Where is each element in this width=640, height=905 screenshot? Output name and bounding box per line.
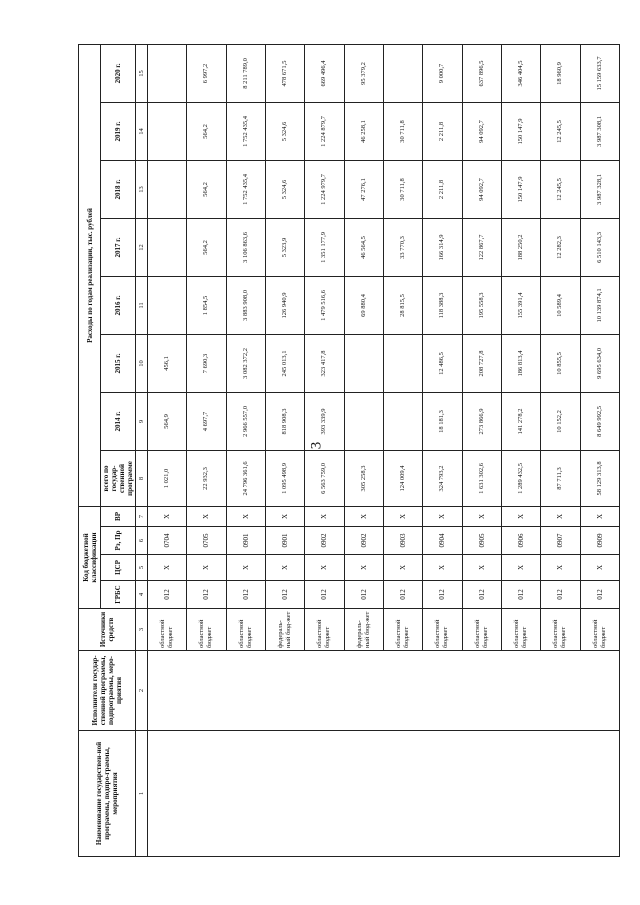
source-cell: областной бюджет [305,609,344,651]
y2017-cell: 6 510 143,3 [580,218,619,276]
y2020-cell: 9 000,7 [423,44,462,102]
grbs-cell: 012 [187,581,226,609]
y2015-cell [383,334,422,392]
table-row [148,44,187,856]
y2018-cell: 5 324,6 [265,160,304,218]
y2016-cell: 195 558,3 [462,276,501,334]
index-cell: 1 [136,731,148,857]
y2016-cell: 28 815,5 [383,276,422,334]
index-cell: 7 [136,506,148,526]
csr-cell: Х [501,555,540,581]
source-cell: федераль-ный бюд-жет [344,609,383,651]
total-cell: 22 932,3 [187,450,226,506]
source-cell: областной бюджет [383,609,422,651]
y2018-cell [148,160,187,218]
y2020-cell [383,44,422,102]
grbs-cell: 012 [383,581,422,609]
name-cell [148,731,620,857]
vr-cell: Х [423,506,462,526]
csr-cell: Х [226,555,265,581]
y2015-cell: 186 813,4 [501,334,540,392]
header-2015: 2015 г. [101,334,136,392]
rzpr-cell: 0904 [423,527,462,555]
rzpr-cell: 0903 [383,527,422,555]
y2020-cell: 637 896,5 [462,44,501,102]
y2014-cell [383,392,422,450]
index-cell: 9 [136,392,148,450]
index-cell: 4 [136,581,148,609]
y2017-cell: 33 770,3 [383,218,422,276]
header-csr: ЦСР [101,555,136,581]
y2017-cell [148,218,187,276]
y2016-cell [148,276,187,334]
vr-cell: Х [344,506,383,526]
index-cell: 6 [136,527,148,555]
vr-cell: Х [187,506,226,526]
total-cell: 1 021,0 [148,450,187,506]
csr-cell: Х [462,555,501,581]
total-cell: 24 796 361,6 [226,450,265,506]
vr-cell: Х [383,506,422,526]
header-2019: 2019 г. [101,102,136,160]
csr-cell: Х [580,555,619,581]
index-cell: 5 [136,555,148,581]
y2014-cell: 10 152,2 [541,392,580,450]
y2015-cell: 3 082 372,2 [226,334,265,392]
total-cell: 1 289 432,5 [501,450,540,506]
y2014-cell: 393 339,9 [305,392,344,450]
csr-cell: Х [344,555,383,581]
y2020-cell: 8 211 789,0 [226,44,265,102]
vr-cell: Х [226,506,265,526]
grbs-cell: 012 [344,581,383,609]
y2015-cell: 245 013,1 [265,334,304,392]
header-2018: 2018 г. [101,160,136,218]
y2014-cell: 818 908,3 [265,392,304,450]
rzpr-cell: 0902 [305,527,344,555]
header-name: Наименование государствен-ной программы, подпро-граммы, мероприятия [79,731,136,857]
header-2020: 2020 г. [101,44,136,102]
header-2014: 2014 г. [101,392,136,450]
header-2016: 2016 г. [101,276,136,334]
y2015-cell: 323 417,8 [305,334,344,392]
y2018-cell: 3 987 328,1 [580,160,619,218]
y2019-cell: 150 147,9 [501,102,540,160]
y2018-cell: 564,2 [187,160,226,218]
header-vr: ВР [101,506,136,526]
y2018-cell: 12 245,5 [541,160,580,218]
y2020-cell [148,44,187,102]
source-cell: областной бюджет [580,609,619,651]
grbs-cell: 012 [265,581,304,609]
total-cell: 1 095 498,9 [265,450,304,506]
y2019-cell [148,102,187,160]
y2020-cell: 18 960,9 [541,44,580,102]
y2016-cell: 10 139 874,1 [580,276,619,334]
y2014-cell: 18 181,3 [423,392,462,450]
y2018-cell: 47 276,1 [344,160,383,218]
y2019-cell: 564,2 [187,102,226,160]
rzpr-cell: 0901 [226,527,265,555]
index-cell: 15 [136,44,148,102]
budget-table [78,44,620,857]
index-cell: 8 [136,450,148,506]
y2019-cell: 1 752 435,4 [226,102,265,160]
header-2017: 2017 г. [101,218,136,276]
source-cell: областной бюджет [187,609,226,651]
y2020-cell: 346 404,5 [501,44,540,102]
y2014-cell: 141 278,2 [501,392,540,450]
csr-cell: Х [305,555,344,581]
grbs-cell: 012 [501,581,540,609]
source-cell: областной бюджет [501,609,540,651]
y2017-cell: 12 282,3 [541,218,580,276]
index-cell: 10 [136,334,148,392]
y2017-cell: 166 314,9 [423,218,462,276]
y2015-cell: 9 695 634,0 [580,334,619,392]
y2017-cell: 1 351 177,9 [305,218,344,276]
header-grbs: ГРБС [101,581,136,609]
y2014-cell: 564,9 [148,392,187,450]
total-cell: 305 258,3 [344,450,383,506]
csr-cell: Х [187,555,226,581]
y2014-cell: 2 966 557,0 [226,392,265,450]
source-cell: областной бюджет [226,609,265,651]
vr-cell: Х [580,506,619,526]
y2015-cell: 10 855,5 [541,334,580,392]
y2020-cell: 15 159 633,7 [580,44,619,102]
rzpr-cell: 0907 [541,527,580,555]
source-cell: федераль-ный бюд-жет [265,609,304,651]
executor-cell [148,651,620,731]
y2019-cell: 46 258,1 [344,102,383,160]
rzpr-cell: 0905 [462,527,501,555]
y2017-cell: 564,2 [187,218,226,276]
y2019-cell: 1 224 879,7 [305,102,344,160]
y2019-cell: 5 324,6 [265,102,304,160]
y2016-cell: 1 854,5 [187,276,226,334]
total-cell: 124 009,4 [383,450,422,506]
table-body [148,44,620,856]
y2018-cell: 30 711,8 [383,160,422,218]
y2016-cell: 126 940,9 [265,276,304,334]
vr-cell: Х [265,506,304,526]
rzpr-cell: 0906 [501,527,540,555]
y2017-cell: 122 867,7 [462,218,501,276]
grbs-cell: 012 [462,581,501,609]
y2016-cell: 155 391,4 [501,276,540,334]
total-cell: 6 563 759,0 [305,450,344,506]
rzpr-cell: 0902 [344,527,383,555]
page-number: 3 [308,441,325,450]
header-rzpr: Рз, Пр [101,527,136,555]
grbs-cell: 012 [580,581,619,609]
y2019-cell: 3 987 308,1 [580,102,619,160]
y2020-cell: 95 379,2 [344,44,383,102]
header-total: всего по государ-ственной программе [101,450,136,506]
total-cell: 87 711,3 [541,450,580,506]
total-cell: 1 631 302,6 [462,450,501,506]
vr-cell: Х [501,506,540,526]
index-cell: 13 [136,160,148,218]
y2014-cell: 8 649 992,5 [580,392,619,450]
y2020-cell: 669 496,4 [305,44,344,102]
y2014-cell: 4 697,7 [187,392,226,450]
source-cell: областной бюджет [148,609,187,651]
y2016-cell: 1 479 516,6 [305,276,344,334]
y2020-cell: 478 671,5 [265,44,304,102]
y2018-cell: 2 211,8 [423,160,462,218]
csr-cell: Х [541,555,580,581]
csr-cell: Х [383,555,422,581]
y2019-cell: 94 092,7 [462,102,501,160]
grbs-cell: 012 [305,581,344,609]
vr-cell: Х [148,506,187,526]
y2016-cell: 118 388,3 [423,276,462,334]
vr-cell: Х [541,506,580,526]
csr-cell: Х [265,555,304,581]
vr-cell: Х [305,506,344,526]
grbs-cell: 012 [226,581,265,609]
y2015-cell [344,334,383,392]
grbs-cell: 012 [148,581,187,609]
y2018-cell: 150 147,9 [501,160,540,218]
header-budget-class: Код бюджетной классификации [79,506,101,608]
y2015-cell: 456,1 [148,334,187,392]
header-expenses: Расходы по годам реализации, тыс. рублей [79,44,101,506]
y2017-cell: 188 250,2 [501,218,540,276]
y2014-cell [344,392,383,450]
y2015-cell: 208 727,8 [462,334,501,392]
index-cell: 11 [136,276,148,334]
rzpr-cell: 0704 [148,527,187,555]
y2017-cell: 3 106 863,6 [226,218,265,276]
y2019-cell: 30 711,8 [383,102,422,160]
index-cell: 3 [136,609,148,651]
y2018-cell: 1 224 979,7 [305,160,344,218]
rzpr-cell: 0705 [187,527,226,555]
csr-cell: Х [148,555,187,581]
index-cell: 14 [136,102,148,160]
rzpr-cell: 0909 [580,527,619,555]
source-cell: областной бюджет [423,609,462,651]
header-executor: Исполнители государ-ственной программы, подпрограммы, меро-приятия [79,651,136,731]
y2015-cell: 12 486,5 [423,334,462,392]
vr-cell: Х [462,506,501,526]
y2016-cell: 10 589,4 [541,276,580,334]
y2019-cell: 12 245,5 [541,102,580,160]
y2018-cell: 94 092,7 [462,160,501,218]
y2016-cell: 3 883 908,0 [226,276,265,334]
y2020-cell: 6 997,2 [187,44,226,102]
y2015-cell: 7 690,3 [187,334,226,392]
y2014-cell: 273 866,9 [462,392,501,450]
budget-table-container [78,45,613,857]
y2018-cell: 1 752 435,4 [226,160,265,218]
grbs-cell: 012 [423,581,462,609]
source-cell: областной бюджет [462,609,501,651]
grbs-cell: 012 [541,581,580,609]
y2017-cell: 46 564,5 [344,218,383,276]
rzpr-cell: 0901 [265,527,304,555]
y2016-cell: 69 880,4 [344,276,383,334]
csr-cell: Х [423,555,462,581]
y2019-cell: 2 211,8 [423,102,462,160]
index-cell: 2 [136,651,148,731]
total-cell: 58 129 313,8 [580,450,619,506]
source-cell: областной бюджет [541,609,580,651]
total-cell: 324 793,2 [423,450,462,506]
y2017-cell: 5 323,9 [265,218,304,276]
header-source: Источники средств [79,609,136,651]
index-cell: 12 [136,218,148,276]
